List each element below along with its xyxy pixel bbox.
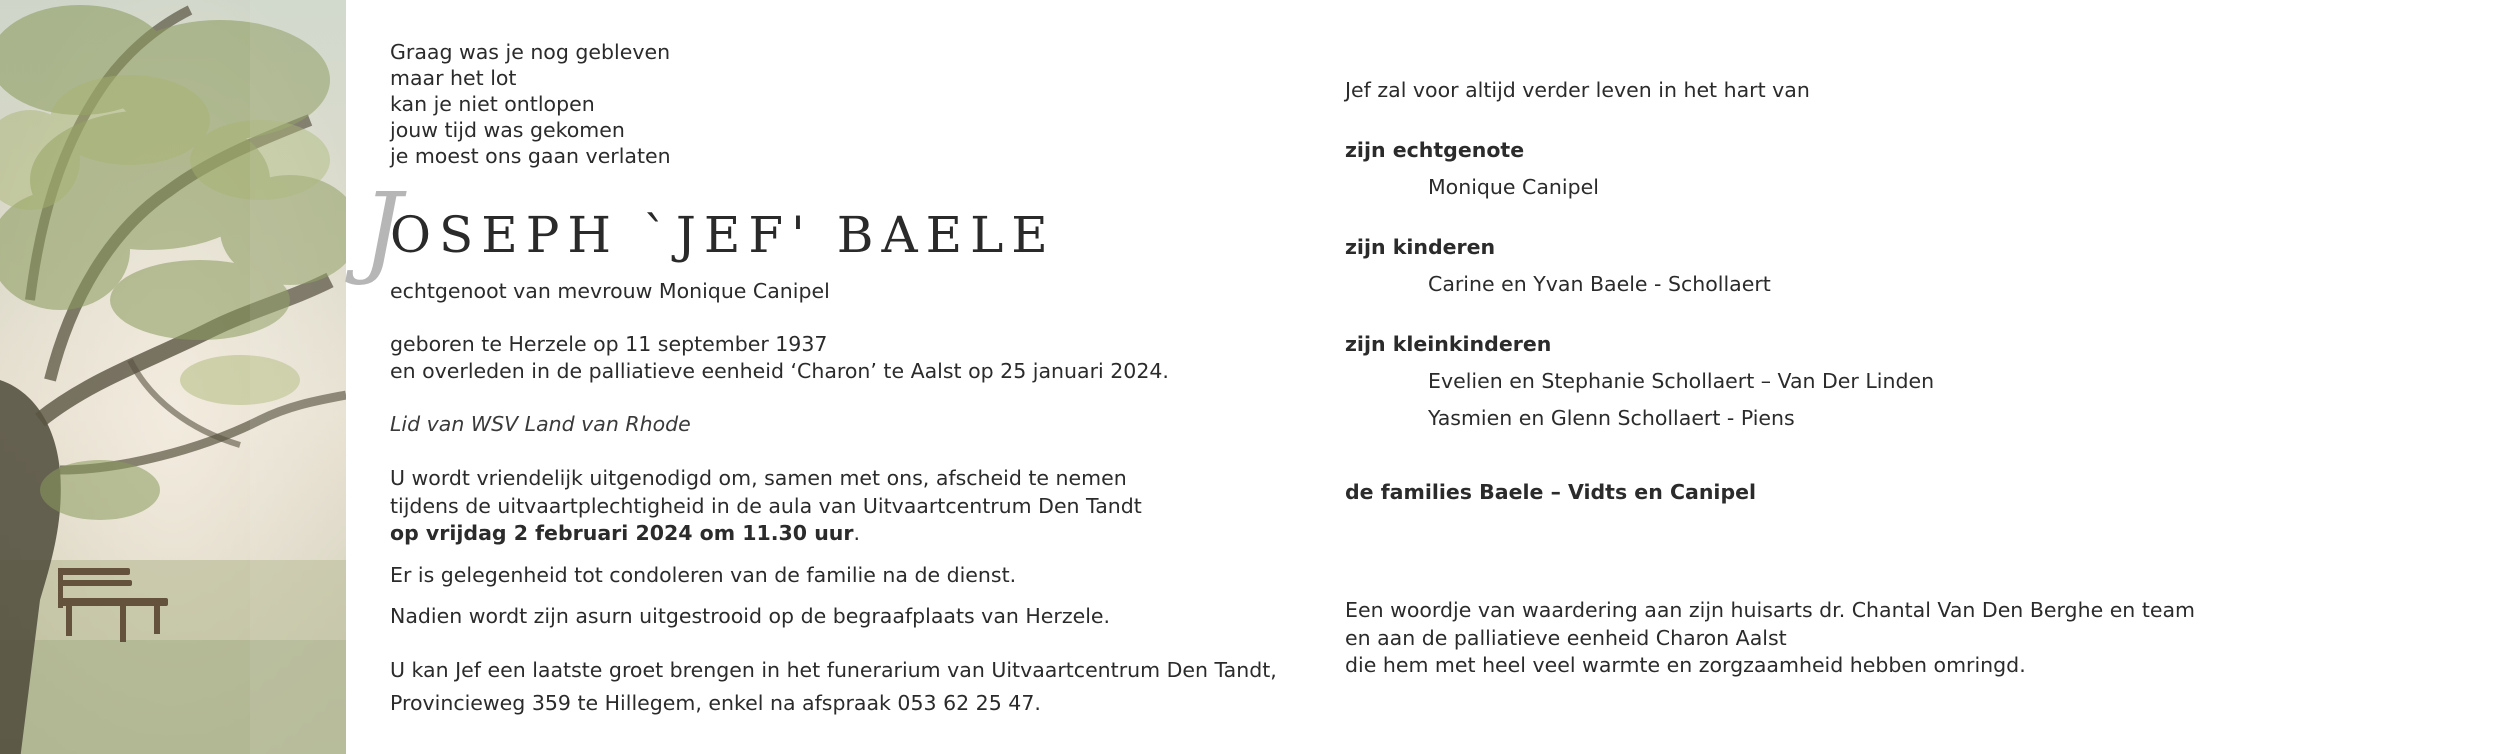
spouse-heading: zijn echtgenote (1345, 138, 1525, 162)
thanks-line-1: Een woordje van waardering aan zijn huisarts dr. Chantal Van Den Berghe en team (1345, 598, 2195, 622)
name-initial: J (362, 171, 403, 288)
poem-line: je moest ons gaan verlaten (390, 144, 671, 168)
invitation-line-1: U wordt vriendelijk uitgenodigd om, samen met ons, afscheid te nemen (390, 466, 1127, 490)
invitation-date-suffix: . (853, 521, 861, 545)
deceased-name (362, 171, 1062, 288)
name-text: OSEPH `JEF' BAELE (390, 206, 1056, 264)
invitation-date-bold: op vrijdag 2 februari 2024 om 11.30 uur (390, 521, 854, 545)
farewell-line-1: U kan Jef een laatste groet brengen in het funerarium van Uitvaartcentrum Den Tandt, (390, 658, 1277, 682)
children-heading: zijn kinderen (1345, 235, 1496, 259)
family-intro: Jef zal voor altijd verder leven in het hart van (1345, 78, 1810, 102)
poem-line: jouw tijd was gekomen (390, 118, 625, 142)
children-names: Carine en Yvan Baele - Schollaert (1428, 272, 1771, 296)
thanks-line-2: en aan de palliatieve eenheid Charon Aalst (1345, 626, 1787, 650)
poem (390, 39, 671, 169)
poem-line: Graag was je nog gebleven (390, 40, 671, 64)
poem-line: kan je niet ontlopen (390, 92, 595, 116)
farewell-line-2: Provincieweg 359 te Hillegem, enkel na afspraak 053 62 25 47. (390, 691, 1041, 715)
death-line: en overleden in de palliatieve eenheid ‘Charon’ te Aalst op 25 januari 2024. (390, 359, 1169, 383)
tree-illustration (0, 0, 346, 754)
grandchildren-heading: zijn kleinkinderen (1345, 332, 1552, 356)
invitation-line-2: tijdens de uitvaartplechtigheid in de aula van Uitvaartcentrum Den Tandt (390, 494, 1142, 518)
poem-line: maar het lot (390, 66, 517, 90)
condolence-line: Er is gelegenheid tot condoleren van de familie na de dienst. (390, 563, 1017, 587)
birth-line: geboren te Herzele op 11 september 1937 (390, 332, 828, 356)
thanks-line-3: die hem met heel veel warmte en zorgzaamheid hebben omringd. (1345, 653, 2026, 677)
ashes-line: Nadien wordt zijn asurn uitgestrooid op de begraafplaats van Herzele. (390, 604, 1111, 628)
membership-line: Lid van WSV Land van Rhode (390, 412, 691, 436)
spouse-name: Monique Canipel (1428, 175, 1599, 199)
grandchildren-names-1: Evelien en Stephanie Schollaert – Van Der Linden (1428, 369, 1935, 393)
families-line: de families Baele – Vidts en Canipel (1345, 480, 1757, 504)
spouse-line: echtgenoot van mevrouw Monique Canipel (390, 279, 830, 303)
grandchildren-names-2: Yasmien en Glenn Schollaert - Piens (1428, 406, 1795, 430)
invitation-date (390, 520, 860, 546)
tree-bench-photo (0, 0, 346, 754)
